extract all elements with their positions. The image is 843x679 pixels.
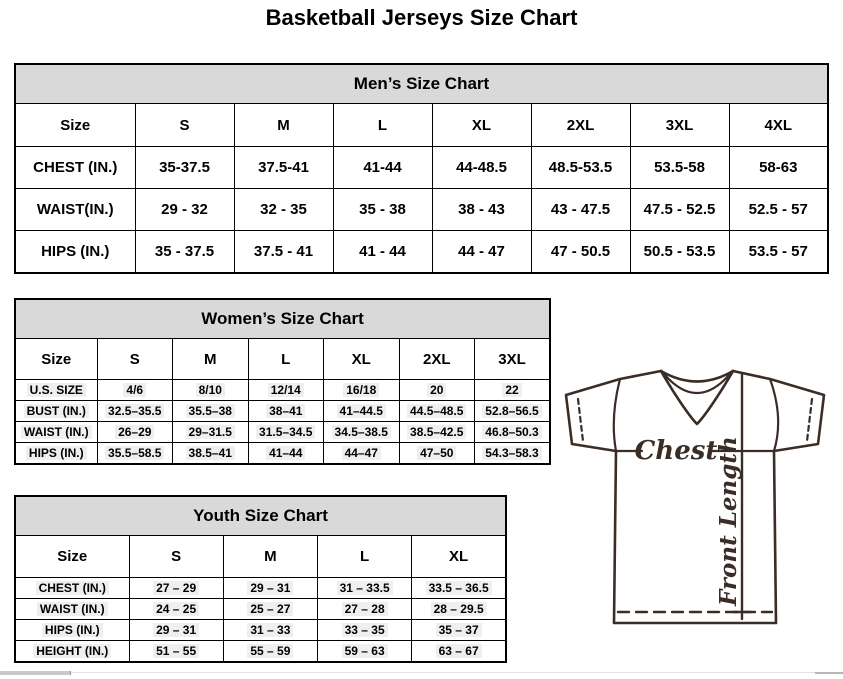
size-value-cell: 27 – 28: [318, 599, 412, 620]
size-column-m: M: [234, 104, 333, 147]
table-row: [15, 231, 828, 274]
size-value-cell: 44.5–48.5: [399, 401, 475, 422]
size-value-cell: 51 – 55: [129, 641, 223, 663]
size-value-cell: 44 - 47: [432, 231, 531, 274]
table-row: [15, 422, 550, 443]
size-value-cell: 12/14: [248, 380, 324, 401]
table-row: [15, 147, 828, 189]
jersey-measurement-diagram: [558, 362, 843, 634]
size-value-cell: 35 – 37: [412, 620, 506, 641]
size-value-cell: 25 – 27: [223, 599, 317, 620]
horizontal-scrollbar-track[interactable]: [0, 672, 843, 673]
size-value-cell: 31 – 33.5: [318, 578, 412, 599]
size-column-2xl: 2XL: [531, 104, 630, 147]
size-value-cell: 35.5–58.5: [97, 443, 173, 465]
size-value-cell: 4/6: [97, 380, 173, 401]
measurement-label: HEIGHT (IN.): [15, 641, 129, 663]
size-value-cell: 55 – 59: [223, 641, 317, 663]
measurement-label: CHEST (IN.): [15, 578, 129, 599]
size-value-cell: 41–44.5: [324, 401, 400, 422]
size-column-2xl: 2XL: [399, 339, 475, 380]
measurement-label: BUST (IN.): [15, 401, 97, 422]
size-value-cell: 41–44: [248, 443, 324, 465]
size-value-cell: 38.5–41: [173, 443, 249, 465]
measurement-label: U.S. SIZE: [15, 380, 97, 401]
size-value-cell: 35.5–38: [173, 401, 249, 422]
size-value-cell: 29 – 31: [129, 620, 223, 641]
measurement-label: WAIST (IN.): [15, 599, 129, 620]
horizontal-scrollbar-thumb[interactable]: [0, 671, 71, 675]
size-value-cell: 54.3–58.3: [475, 443, 551, 465]
size-value-cell: 52.8–56.5: [475, 401, 551, 422]
chart-title: Men’s Size Chart: [15, 64, 828, 104]
size-column-l: L: [248, 339, 324, 380]
size-column-3xl: 3XL: [630, 104, 729, 147]
size-value-cell: 29 – 31: [223, 578, 317, 599]
size-value-cell: 28 – 29.5: [412, 599, 506, 620]
size-value-cell: 22: [475, 380, 551, 401]
womens-size-table: [14, 298, 551, 465]
size-value-cell: 37.5-41: [234, 147, 333, 189]
collar-top-curve: [661, 371, 733, 382]
size-column-s: S: [135, 104, 234, 147]
size-value-cell: 33 – 35: [318, 620, 412, 641]
size-header-cell: Size: [15, 339, 97, 380]
size-value-cell: 53.5-58: [630, 147, 729, 189]
table-row: [15, 641, 506, 663]
size-column-m: M: [223, 536, 317, 578]
size-value-cell: 20: [399, 380, 475, 401]
cuff-dashed-right: [807, 399, 812, 441]
size-value-cell: 53.5 - 57: [729, 231, 828, 274]
jersey-diagram-svg: [558, 362, 843, 634]
size-value-cell: 46.8–50.3: [475, 422, 551, 443]
size-column-s: S: [129, 536, 223, 578]
size-value-cell: 59 – 63: [318, 641, 412, 663]
size-value-cell: 48.5-53.5: [531, 147, 630, 189]
page-title: Basketball Jerseys Size Chart: [265, 5, 578, 30]
size-value-cell: 35 - 38: [333, 189, 432, 231]
size-value-cell: 33.5 – 36.5: [412, 578, 506, 599]
size-value-cell: 24 – 25: [129, 599, 223, 620]
size-value-cell: 41 - 44: [333, 231, 432, 274]
horizontal-scrollbar-end-fragment[interactable]: [815, 672, 843, 674]
table-row: [15, 599, 506, 620]
size-value-cell: 32.5–35.5: [97, 401, 173, 422]
size-column-l: L: [333, 104, 432, 147]
size-value-cell: 37.5 - 41: [234, 231, 333, 274]
size-value-cell: 50.5 - 53.5: [630, 231, 729, 274]
size-value-cell: 38 - 43: [432, 189, 531, 231]
front-length-label: Front Length: [715, 436, 742, 606]
chart-title: Women’s Size Chart: [15, 299, 550, 339]
size-column-4xl: 4XL: [729, 104, 828, 147]
size-header-cell: Size: [15, 536, 129, 578]
measurement-label: HIPS (IN.): [15, 231, 135, 274]
size-value-cell: 38–41: [248, 401, 324, 422]
jersey-outline: [566, 371, 824, 623]
size-value-cell: 41-44: [333, 147, 432, 189]
size-value-cell: 47 - 50.5: [531, 231, 630, 274]
size-value-cell: 47.5 - 52.5: [630, 189, 729, 231]
measurement-label: WAIST(IN.): [15, 189, 135, 231]
size-column-m: M: [173, 339, 249, 380]
size-value-cell: 38.5–42.5: [399, 422, 475, 443]
size-value-cell: 31.5–34.5: [248, 422, 324, 443]
size-value-cell: 63 – 67: [412, 641, 506, 663]
table-row: [15, 620, 506, 641]
measurement-label: HIPS (IN.): [15, 443, 97, 465]
armhole-seam-left: [614, 379, 620, 451]
table-row: [15, 401, 550, 422]
size-header-cell: Size: [15, 104, 135, 147]
size-value-cell: 32 - 35: [234, 189, 333, 231]
youth-size-table: [14, 495, 507, 663]
armhole-seam-right: [770, 379, 778, 451]
size-column-xl: XL: [324, 339, 400, 380]
size-column-3xl: 3XL: [475, 339, 551, 380]
measurement-label: HIPS (IN.): [15, 620, 129, 641]
size-value-cell: 44-48.5: [432, 147, 531, 189]
size-value-cell: 47–50: [399, 443, 475, 465]
size-value-cell: 52.5 - 57: [729, 189, 828, 231]
cuff-dashed-left: [578, 399, 583, 441]
size-value-cell: 43 - 47.5: [531, 189, 630, 231]
size-value-cell: 31 – 33: [223, 620, 317, 641]
size-column-xl: XL: [412, 536, 506, 578]
vneck-outer: [661, 371, 733, 424]
chart-title: Youth Size Chart: [15, 496, 506, 536]
size-value-cell: 8/10: [173, 380, 249, 401]
size-value-cell: 26–29: [97, 422, 173, 443]
size-value-cell: 44–47: [324, 443, 400, 465]
size-column-l: L: [318, 536, 412, 578]
size-value-cell: 29–31.5: [173, 422, 249, 443]
chest-label: Chest: [634, 436, 718, 466]
size-column-xl: XL: [432, 104, 531, 147]
table-row: [15, 443, 550, 465]
size-value-cell: 16/18: [324, 380, 400, 401]
table-row: [15, 189, 828, 231]
measurement-label: WAIST (IN.): [15, 422, 97, 443]
size-column-s: S: [97, 339, 173, 380]
mens-size-table: [14, 63, 829, 274]
size-value-cell: 27 – 29: [129, 578, 223, 599]
size-value-cell: 35-37.5: [135, 147, 234, 189]
size-value-cell: 35 - 37.5: [135, 231, 234, 274]
measurement-label: CHEST (IN.): [15, 147, 135, 189]
size-value-cell: 34.5–38.5: [324, 422, 400, 443]
table-row: [15, 578, 506, 599]
size-value-cell: 58-63: [729, 147, 828, 189]
size-value-cell: 29 - 32: [135, 189, 234, 231]
table-row: [15, 380, 550, 401]
